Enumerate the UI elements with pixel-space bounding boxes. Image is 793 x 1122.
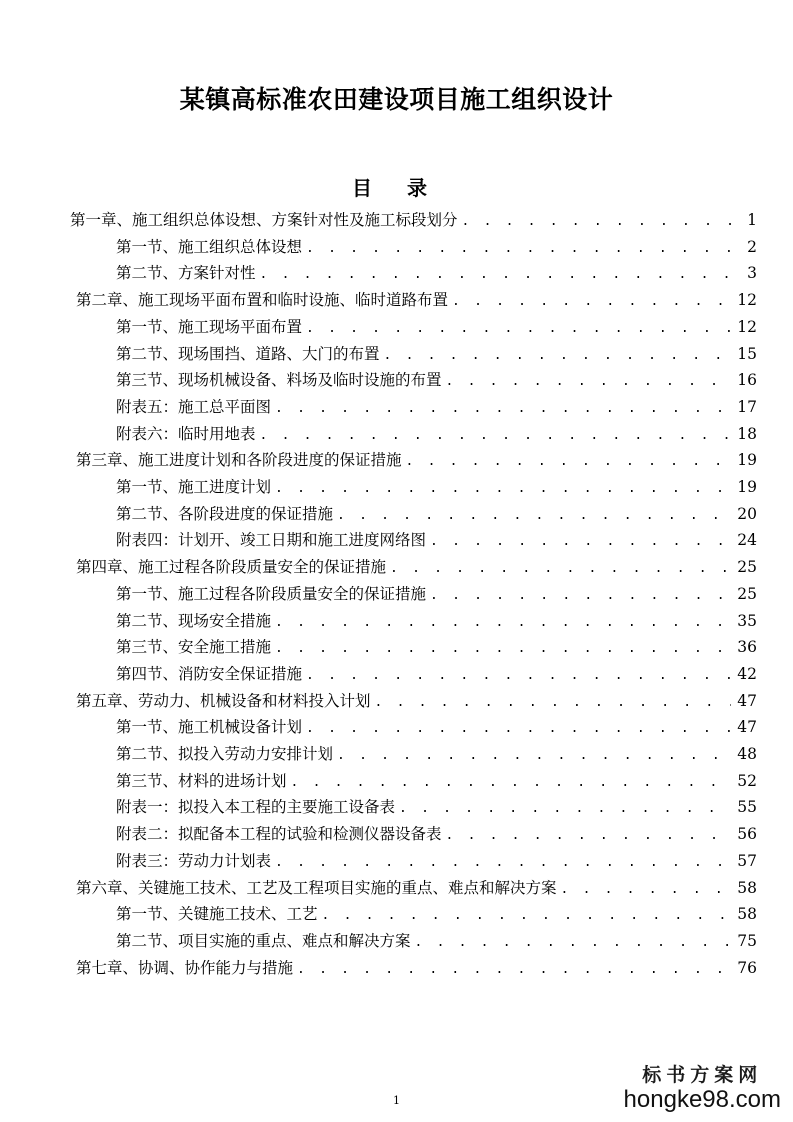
toc-entry-page: 15: [737, 344, 757, 363]
toc-entry-label: 第二节、现场围挡、道路、大门的布置: [116, 344, 380, 363]
toc-chapter-entry[interactable]: [76, 688, 757, 714]
toc-section-entry[interactable]: [116, 768, 757, 794]
toc-section-entry[interactable]: [116, 394, 757, 420]
toc-entry-label: 第三章、施工进度计划和各阶段进度的保证措施: [76, 451, 402, 470]
toc-entry-label: 第一节、施工现场平面布置: [116, 317, 303, 336]
toc-entry-label: 附表五：施工总平面图: [116, 397, 272, 416]
toc-section-entry[interactable]: [116, 794, 757, 820]
toc-chapter-entry[interactable]: [76, 875, 757, 901]
toc-chapter-entry[interactable]: [76, 447, 757, 473]
toc-section-entry[interactable]: [116, 260, 757, 286]
toc-section-entry[interactable]: [116, 901, 757, 927]
toc-section-entry[interactable]: [116, 741, 757, 767]
toc-entry-page: 12: [737, 291, 757, 310]
toc-entry-label: 第二节、拟投入劳动力安排计划: [116, 745, 334, 763]
toc-dot-leader: [275, 850, 731, 876]
toc-entry-page: 25: [737, 584, 757, 603]
toc-dot-leader: [384, 343, 731, 369]
toc-dot-leader: [452, 289, 731, 315]
toc-entry-label: 第四章、施工过程各阶段质量安全的保证措施: [76, 558, 387, 577]
toc-entry-page: 36: [737, 638, 757, 657]
site-watermark: [624, 1066, 781, 1112]
toc-dot-leader: [306, 236, 731, 262]
toc-entry-label: 第一章、施工组织总体设想、方案针对性及施工标段划分: [70, 211, 458, 229]
toc-section-entry[interactable]: [116, 581, 757, 607]
toc-entry-label: 附表二：拟配备本工程的试验和检测仪器设备表: [116, 825, 442, 844]
toc-entry-page: 57: [737, 851, 757, 870]
toc-section-entry[interactable]: [116, 341, 757, 367]
toc-entry-label: 第三节、材料的进场计划: [116, 771, 287, 790]
toc-dot-leader: [390, 556, 731, 582]
toc-section-entry[interactable]: [116, 501, 757, 527]
toc-entry-label: 第一节、施工过程各阶段质量安全的保证措施: [116, 584, 427, 603]
toc-entry-page: 1: [747, 211, 757, 229]
toc-dot-leader: [306, 316, 731, 342]
toc-section-entry[interactable]: [116, 234, 757, 260]
toc-dot-leader: [291, 770, 731, 796]
toc-dot-leader: [561, 877, 731, 903]
toc-section-entry[interactable]: [116, 821, 757, 847]
toc-entry-label: 第二节、现场安全措施: [116, 611, 272, 630]
watermark-url: hongke98.com: [623, 1086, 781, 1113]
toc-dot-leader: [446, 369, 731, 395]
toc-entry-page: 25: [737, 558, 757, 577]
toc-entry-label: 第一节、施工机械设备计划: [116, 718, 303, 737]
toc-entry-page: 3: [747, 264, 757, 283]
toc-entry-page: 2: [747, 237, 757, 256]
toc-entry-page: 56: [737, 825, 757, 844]
toc-section-entry[interactable]: [116, 661, 757, 687]
toc-entry-page: 55: [737, 798, 757, 817]
toc-entry-page: 16: [737, 371, 757, 390]
document-title: 某镇高标准农田建设项目施工组织设计: [179, 85, 614, 114]
toc-dot-leader: [462, 209, 731, 235]
toc-chapter-entry[interactable]: [76, 955, 757, 981]
toc-dot-leader: [275, 396, 731, 422]
toc-section-entry[interactable]: [116, 314, 757, 340]
toc-dot-leader: [399, 796, 731, 822]
toc-entry-label: 第一节、施工进度计划: [116, 478, 272, 496]
toc-dot-leader: [275, 610, 731, 636]
toc-entry-page: 12: [737, 317, 757, 336]
toc-entry-page: 42: [737, 664, 757, 683]
toc-dot-leader: [375, 690, 731, 716]
toc-dot-leader: [415, 930, 731, 956]
toc-entry-page: 35: [737, 611, 757, 630]
toc-dot-leader: [297, 957, 731, 983]
toc-section-entry[interactable]: [116, 634, 757, 660]
toc-section-entry[interactable]: [116, 421, 757, 447]
toc-entry-label: 第二章、施工现场平面布置和临时设施、临时道路布置: [76, 291, 449, 310]
toc-section-entry[interactable]: [116, 848, 757, 874]
toc-section-entry[interactable]: [116, 714, 757, 740]
toc-entry-page: 17: [737, 397, 757, 416]
toc-entry-page: 47: [737, 691, 757, 710]
toc-chapter-entry[interactable]: [70, 207, 757, 233]
toc-section-entry[interactable]: [116, 928, 757, 954]
toc-dot-leader: [337, 503, 731, 529]
toc-chapter-entry[interactable]: [76, 287, 757, 313]
toc-entry-page: 76: [737, 958, 757, 977]
toc-entry-label: 附表一：拟投入本工程的主要施工设备表: [116, 798, 396, 817]
toc-section-entry[interactable]: [116, 527, 757, 553]
toc-entry-page: 19: [737, 478, 757, 496]
toc-entry-page: 58: [737, 905, 757, 924]
toc-entry-label: 附表三：劳动力计划表: [116, 851, 272, 870]
toc-dot-leader: [337, 743, 731, 769]
toc-dot-leader: [322, 903, 731, 929]
toc-dot-leader: [430, 583, 731, 609]
toc-entry-label: 第二节、各阶段进度的保证措施: [116, 504, 334, 523]
toc-entry-page: 18: [737, 424, 757, 443]
toc-dot-leader: [275, 476, 731, 502]
toc-section-entry[interactable]: [116, 608, 757, 634]
toc-entry-page: 19: [737, 451, 757, 470]
toc-entry-label: 第二节、方案针对性: [116, 264, 256, 283]
toc-dot-leader: [406, 449, 731, 475]
toc-dot-leader: [306, 663, 731, 689]
toc-dot-leader: [306, 716, 731, 742]
toc-entry-page: 47: [737, 718, 757, 737]
toc-entry-page: 52: [737, 771, 757, 790]
toc-entry-page: 48: [737, 745, 757, 763]
toc-entry-label: 第二节、项目实施的重点、难点和解决方案: [116, 931, 411, 950]
toc-entry-label: 附表四：计划开、竣工日期和施工进度网络图: [116, 531, 427, 550]
page-number: 1: [393, 1094, 400, 1107]
toc-entry-page: 58: [737, 878, 757, 897]
toc-chapter-entry[interactable]: [76, 554, 757, 580]
toc-section-entry[interactable]: [116, 474, 757, 500]
toc-section-entry[interactable]: [116, 367, 757, 393]
toc-entry-label: 第七章、协调、协作能力与措施: [76, 958, 294, 977]
toc-dot-leader: [260, 262, 731, 288]
toc-entry-page: 20: [737, 504, 757, 523]
toc-dot-leader: [275, 636, 731, 662]
toc-entry-label: 第一节、关键施工技术、工艺: [116, 905, 318, 924]
toc-entry-label: 第四节、消防安全保证措施: [116, 664, 303, 683]
toc-entry-label: 第五章、劳动力、机械设备和材料投入计划: [76, 691, 371, 710]
toc-entry-page: 24: [737, 531, 757, 550]
toc-heading: 目 录: [352, 176, 441, 200]
toc-dot-leader: [430, 529, 731, 555]
toc-entry-page: 75: [737, 931, 757, 950]
toc-dot-leader: [260, 423, 731, 449]
toc-entry-label: 第三节、安全施工措施: [116, 638, 272, 657]
watermark-site-name: 标书方案网: [642, 1064, 763, 1086]
toc-entry-label: 附表六：临时用地表: [116, 424, 256, 443]
toc-entry-label: 第六章、关键施工技术、工艺及工程项目实施的重点、难点和解决方案: [76, 878, 557, 897]
toc-entry-label: 第一节、施工组织总体设想: [116, 237, 303, 256]
toc-entry-label: 第三节、现场机械设备、料场及临时设施的布置: [116, 371, 442, 390]
toc-dot-leader: [446, 823, 731, 849]
